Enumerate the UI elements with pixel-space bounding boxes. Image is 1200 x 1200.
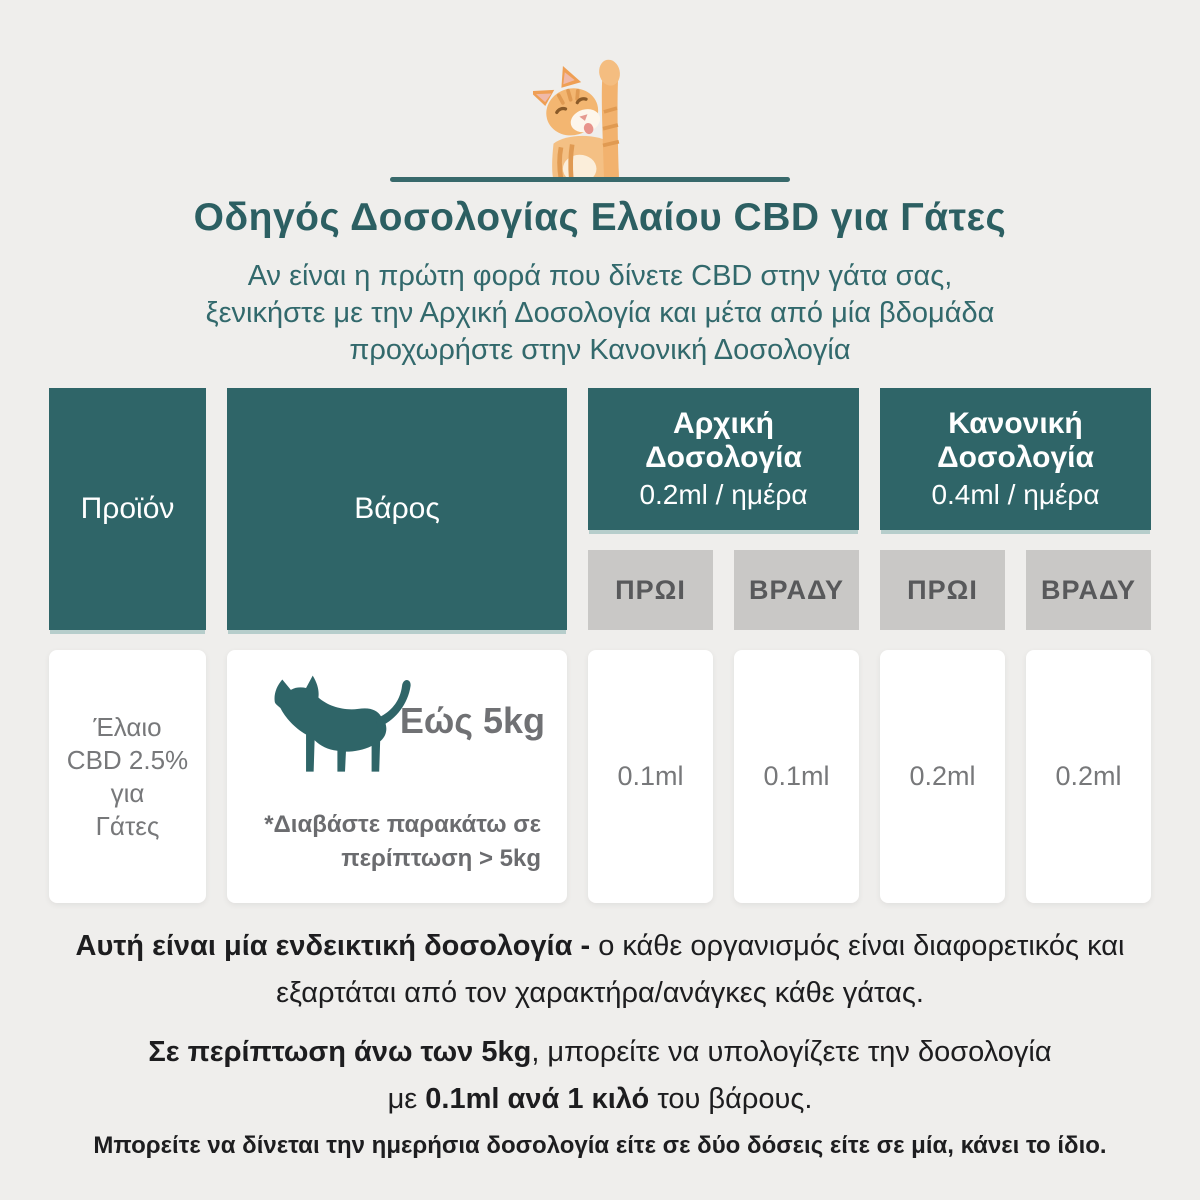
weight-limit-label: Εώς 5kg	[399, 700, 545, 741]
cell-dose-regular-morning: 0.2ml	[880, 650, 1005, 903]
dose-group-name: Δοσολογία	[937, 440, 1094, 474]
dose-group-name: Κανονική	[948, 406, 1083, 440]
product-name-line: Γάτες	[95, 810, 160, 841]
dosage-table	[49, 388, 1151, 903]
dose-group-per-day: 0.2ml / ημέρα	[639, 478, 808, 510]
divider-line	[390, 177, 790, 182]
product-name	[67, 711, 188, 843]
cell-dose-regular-evening: 0.2ml	[1026, 650, 1151, 903]
dose-group-subcolumns	[588, 550, 859, 630]
dose-group-per-day: 0.4ml / ημέρα	[931, 478, 1100, 510]
note-over-5kg	[0, 1029, 1200, 1123]
note-line	[0, 1126, 1200, 1166]
cell-dose-initial-evening: 0.1ml	[734, 650, 859, 903]
note-line	[0, 1076, 1200, 1123]
dose-group-name: Δοσολογία	[645, 440, 802, 474]
subcolumn-evening: ΒΡΑΔΥ	[734, 550, 859, 630]
note-line	[0, 923, 1200, 970]
note-segment: Σε περίπτωση άνω των 5kg	[148, 1036, 532, 1068]
note-segment: με	[387, 1083, 426, 1115]
note-segment: Μπορείτε να δίνεται την ημερήσια δοσολογία είτε σε δύο δόσεις είτε σε μία, κάνει το ίδιο.	[93, 1132, 1107, 1159]
note-segment: ο κάθε οργανισμός είναι διαφορετικός και	[598, 930, 1125, 962]
cat-silhouette-icon	[269, 670, 421, 782]
dose-group-initial-header	[588, 388, 859, 530]
subcolumn-evening: ΒΡΑΔΥ	[1026, 550, 1151, 630]
dose-group-regular-header	[880, 388, 1151, 530]
weight-note-line: *Διαβάστε παρακάτω σε	[264, 811, 541, 838]
note-indicative-dosage	[0, 923, 1200, 1017]
cell-weight	[227, 650, 567, 903]
column-header-weight	[227, 388, 567, 630]
subtitle-line: ξενικήστε με την Αρχική Δοσολογία και μέτα από μία βδομάδα	[205, 297, 995, 329]
kitten-photo	[533, 52, 645, 182]
weight-note	[264, 808, 541, 876]
note-line	[0, 1029, 1200, 1076]
cell-product-name	[49, 650, 206, 903]
weight-note-line: περίπτωση > 5kg	[341, 845, 541, 872]
product-name-line: CBD 2.5%	[66, 744, 189, 775]
product-name-line: Έλαιο	[93, 711, 162, 742]
subtitle-line: προχωρήστε στην Κανονική Δοσολογία	[349, 334, 851, 366]
subtitle-line: Αν είναι η πρώτη φορά που δίνετε CBD στην γάτα σας,	[247, 260, 953, 292]
product-name-line: για	[110, 777, 145, 808]
column-header-product	[49, 388, 206, 630]
column-header-weight-label: Βάρος	[354, 492, 440, 525]
dose-group-regular	[880, 388, 1151, 630]
dose-group-name: Αρχική	[673, 406, 774, 440]
note-segment: 0.1ml ανά 1 κιλό	[425, 1083, 650, 1115]
dose-group-subcolumns	[880, 550, 1151, 630]
subcolumn-morning: ΠΡΩΙ	[880, 550, 1005, 630]
note-segment: Αυτή είναι μία ενδεικτική δοσολογία -	[75, 930, 599, 962]
page-subtitle	[0, 258, 1200, 369]
page-title: Οδηγός Δοσολογίας Ελαίου CBD για Γάτες	[193, 196, 1007, 239]
dose-group-initial	[588, 388, 859, 630]
column-header-product-label: Προϊόν	[80, 492, 175, 525]
note-segment: εξαρτάται από τον χαρακτήρα/ανάγκες κάθε γάτας.	[276, 977, 924, 1009]
cell-dose-initial-morning: 0.1ml	[588, 650, 713, 903]
note-daily-split	[0, 1126, 1200, 1166]
note-line	[0, 970, 1200, 1017]
note-segment: , μπορείτε να υπολογίζετε την δοσολογία	[531, 1036, 1052, 1068]
note-segment: του βάρους.	[649, 1083, 813, 1115]
subcolumn-morning: ΠΡΩΙ	[588, 550, 713, 630]
